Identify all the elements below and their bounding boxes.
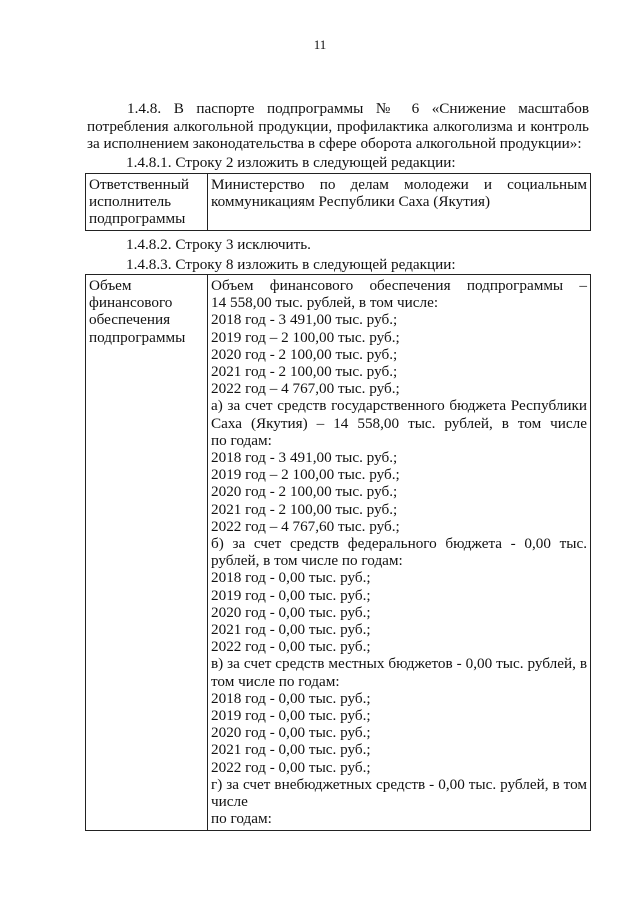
funding-line: 2020 год - 2 100,00 тыс. руб.; <box>211 345 398 363</box>
label-line: подпрограммы <box>89 210 186 228</box>
intro-line-3: за исполнением законодательства в сфере оборота алкогольной продукции»: <box>87 135 582 152</box>
label-line: финансового <box>89 294 173 312</box>
funding-line: Объем финансового обеспечения подпрограммы – <box>211 277 587 294</box>
intro-line-1: 1.4.8. В паспорте подпрограммы № 6 «Снижение масштабов <box>127 100 589 117</box>
funding-line: 2019 год - 0,00 тыс. руб.; <box>211 586 371 604</box>
funding-line: Саха (Якутия) – 14 558,00 тыс. рублей, в том числе <box>211 414 587 432</box>
label-line: Ответственный <box>89 176 190 193</box>
responsible-executor-value <box>208 174 591 231</box>
funding-line: 2022 год - 0,00 тыс. руб.; <box>211 758 371 776</box>
intro-paragraph <box>87 100 589 153</box>
item-1-text: 1.4.8.1. Строку 2 изложить в следующей редакции: <box>126 154 456 171</box>
table-row <box>86 275 591 831</box>
funding-line: по годам: <box>211 431 272 449</box>
funding-value <box>208 275 591 831</box>
funding-line: 14 558,00 тыс. рублей, в том числе: <box>211 294 439 312</box>
funding-line: 2018 год - 3 491,00 тыс. руб.; <box>211 311 398 329</box>
label-line: Объем <box>89 277 132 294</box>
item-3-text: 1.4.8.3. Строку 8 изложить в следующей редакции: <box>126 256 456 273</box>
funding-line: 2020 год - 2 100,00 тыс. руб.; <box>211 483 398 501</box>
funding-line: 2021 год - 0,00 тыс. руб.; <box>211 621 371 639</box>
value-line: Министерство по делам молодежи и социальным <box>211 176 587 193</box>
funding-line: числе <box>211 793 248 811</box>
funding-line: б) за счет средств федерального бюджета - 0,00 тыс. <box>211 535 587 553</box>
funding-line: 2021 год - 2 100,00 тыс. руб.; <box>211 500 398 518</box>
funding-line: 2020 год - 0,00 тыс. руб.; <box>211 603 371 621</box>
table-row <box>86 174 591 231</box>
funding-line: 2021 год - 2 100,00 тыс. руб.; <box>211 363 398 381</box>
funding-line: 2022 год - 0,00 тыс. руб.; <box>211 638 371 656</box>
funding-line: 2022 год – 4 767,00 тыс. руб.; <box>211 380 400 398</box>
item-2-text: 1.4.8.2. Строку 3 исключить. <box>126 236 311 253</box>
funding-line: а) за счет средств государственного бюджета Республики <box>211 397 587 415</box>
funding-line: рублей, в том числе по годам: <box>211 552 403 570</box>
funding-line: том числе по годам: <box>211 672 340 690</box>
responsible-executor-table <box>85 173 591 231</box>
funding-table <box>85 274 591 831</box>
funding-line: в) за счет средств местных бюджетов - 0,00 тыс. рублей, в <box>211 655 587 673</box>
page-number: 11 <box>313 37 327 52</box>
label-line: подпрограммы <box>89 328 186 346</box>
funding-line: г) за счет внебюджетных средств - 0,00 тыс. рублей, в том <box>211 775 587 793</box>
funding-line: 2019 год – 2 100,00 тыс. руб.; <box>211 328 400 346</box>
funding-line: по годам: <box>211 810 272 828</box>
value-line: коммуникациям Республики Саха (Якутия) <box>211 193 491 211</box>
intro-line-2: потребления алкогольной продукции, профилактика алкоголизма и контроль <box>87 117 589 135</box>
funding-line: 2018 год - 0,00 тыс. руб.; <box>211 569 371 587</box>
funding-label <box>86 275 208 831</box>
funding-line: 2019 год – 2 100,00 тыс. руб.; <box>211 466 400 484</box>
funding-line: 2018 год - 3 491,00 тыс. руб.; <box>211 449 398 467</box>
funding-line: 2021 год - 0,00 тыс. руб.; <box>211 741 371 759</box>
label-line: обеспечения <box>89 311 171 329</box>
funding-line: 2019 год - 0,00 тыс. руб.; <box>211 707 371 725</box>
label-line: исполнитель <box>89 193 172 211</box>
funding-line: 2018 год - 0,00 тыс. руб.; <box>211 689 371 707</box>
responsible-executor-label <box>86 174 208 231</box>
funding-line: 2022 год – 4 767,60 тыс. руб.; <box>211 517 400 535</box>
funding-line: 2020 год - 0,00 тыс. руб.; <box>211 724 371 742</box>
